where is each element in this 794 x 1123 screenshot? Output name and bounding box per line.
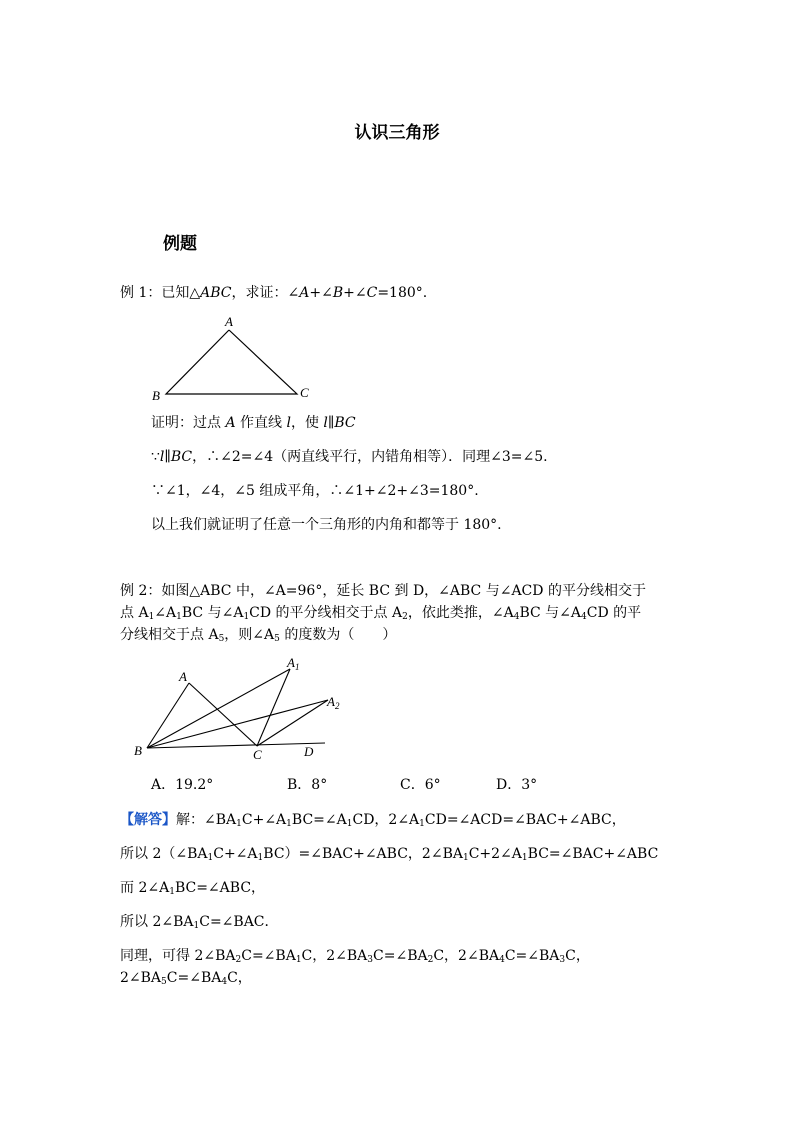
sub: 4 bbox=[221, 977, 228, 987]
proof-line-2 bbox=[151, 447, 548, 467]
option-c: C．6° bbox=[400, 777, 441, 793]
sub: 3 bbox=[367, 955, 374, 965]
sub: 3 bbox=[559, 955, 566, 965]
sub: 5 bbox=[161, 977, 167, 987]
t: 解：∠BA bbox=[176, 812, 237, 828]
proof-line-3: ∵∠1，∠4，∠5 组成平角，∴∠1+∠2+∠3=180°. bbox=[151, 483, 479, 499]
ex1-triangle-figure bbox=[140, 310, 340, 405]
ex1-plus1: +∠ bbox=[309, 285, 333, 301]
t: CD=∠ACD=∠BAC+∠ABC， bbox=[424, 812, 626, 828]
proof1-g: ∥ bbox=[327, 415, 335, 431]
t: BC=∠A bbox=[291, 812, 347, 828]
t: C=∠BA bbox=[504, 948, 560, 964]
ex1-statement bbox=[120, 283, 427, 303]
t: C+2∠A bbox=[468, 846, 522, 862]
triangle-abc bbox=[166, 330, 297, 394]
label-b: B bbox=[152, 388, 160, 403]
line-bd bbox=[147, 743, 325, 748]
proof-line-4: 以上我们就证明了任意一个三角形的内角和都等于 180°. bbox=[151, 517, 502, 533]
ex2-bisector-figure bbox=[120, 650, 360, 765]
t: C=∠BAC． bbox=[199, 914, 279, 930]
solution-line-6 bbox=[120, 968, 252, 988]
ex1-mid: ，求证：∠ bbox=[231, 285, 300, 301]
proof1-c: 作直线 bbox=[235, 415, 287, 431]
t: BC=∠BAC+∠ABC bbox=[527, 846, 659, 862]
proof2-b: l bbox=[159, 449, 165, 465]
t: 分线相交于点 A bbox=[120, 627, 219, 643]
t: ，则∠A bbox=[224, 627, 275, 643]
t: 点 A bbox=[120, 605, 149, 621]
t: 而 2∠A bbox=[120, 880, 170, 896]
proof2-e: ，∴∠2=∠4（两直线平行，内错角相等）．同理∠3=∠5. bbox=[192, 449, 548, 465]
sub: 1 bbox=[243, 612, 250, 622]
triangle-symbol: △ bbox=[189, 285, 201, 301]
sub: 1 bbox=[257, 853, 264, 863]
solution-tag: 【解答】 bbox=[120, 812, 176, 828]
t: CD，2∠A bbox=[352, 812, 420, 828]
sub: 5 bbox=[218, 634, 225, 644]
ex2-line-2 bbox=[120, 603, 641, 623]
sub: 1 bbox=[176, 612, 182, 622]
ex1-end: =180°. bbox=[377, 285, 428, 301]
sub: 1 bbox=[169, 887, 175, 897]
sub: 4 bbox=[499, 955, 505, 965]
t: C=∠BA bbox=[373, 948, 428, 964]
t: CD 的平 bbox=[586, 605, 642, 621]
label-b: B bbox=[134, 743, 142, 758]
line-ca1 bbox=[257, 669, 290, 746]
label-a2-sub: 2 bbox=[334, 701, 340, 711]
label-c: C bbox=[253, 747, 262, 762]
sub: 5 bbox=[274, 634, 280, 644]
solution-line-4 bbox=[120, 912, 279, 932]
ex1-abc: ABC bbox=[200, 285, 232, 301]
proof1-e: ，使 bbox=[290, 415, 324, 431]
proof1-b: A bbox=[225, 415, 236, 431]
ex1-b: B bbox=[332, 285, 344, 301]
label-a2-main: A bbox=[327, 694, 335, 709]
label-a1 bbox=[286, 655, 299, 672]
label-a: A bbox=[179, 669, 187, 684]
label-a: A bbox=[225, 314, 233, 329]
line-ca2 bbox=[257, 700, 328, 746]
t: CD 的平分线相交于点 A bbox=[249, 605, 403, 621]
t: C+∠A bbox=[241, 812, 287, 828]
t: C+∠A bbox=[213, 846, 258, 862]
proof-line-1 bbox=[151, 413, 356, 433]
ex1-plus2: +∠ bbox=[343, 285, 367, 301]
sub: 1 bbox=[148, 612, 155, 622]
t: 同理，可得 2∠BA bbox=[120, 948, 236, 964]
ex1-a: A bbox=[299, 285, 310, 301]
proof1-h: BC bbox=[334, 415, 356, 431]
ex2-line-1: 例 2：如图△ABC 中，∠A=96°，延长 BC 到 D，∠ABC 与∠ACD 的平分线相交于 bbox=[120, 583, 646, 599]
sub: 2 bbox=[402, 612, 408, 622]
label-a1-main: A bbox=[287, 655, 295, 670]
t: ，依此类推，∠A bbox=[407, 605, 514, 621]
label-a1-sub: 1 bbox=[294, 662, 300, 672]
sub: 4 bbox=[581, 612, 587, 622]
sub: 1 bbox=[419, 819, 425, 829]
sub: 1 bbox=[236, 819, 242, 829]
line-ba2 bbox=[147, 700, 328, 748]
solution-line-5 bbox=[120, 946, 590, 966]
ex1-prefix: 例 1：已知 bbox=[120, 285, 190, 301]
label-d: D bbox=[304, 744, 314, 759]
sub: 1 bbox=[346, 819, 353, 829]
option-b: B．8° bbox=[287, 777, 328, 793]
sub: 1 bbox=[295, 955, 302, 965]
sub: 2 bbox=[427, 955, 434, 965]
sub: 4 bbox=[513, 612, 520, 622]
ex2-line-3 bbox=[120, 625, 396, 645]
sub: 1 bbox=[462, 853, 469, 863]
t: 所以 2∠BA bbox=[120, 914, 194, 930]
option-d: D．3° bbox=[496, 777, 538, 793]
solution-line-3 bbox=[120, 878, 265, 898]
t: ∠A bbox=[154, 605, 177, 621]
label-c: C bbox=[300, 385, 309, 400]
t: C，2∠BA bbox=[433, 948, 500, 964]
option-a: A．19.2° bbox=[151, 777, 214, 793]
t: 2∠BA bbox=[120, 970, 162, 986]
proof1-f: l bbox=[323, 415, 328, 431]
label-a2 bbox=[326, 694, 340, 711]
solution-line-2 bbox=[120, 844, 658, 864]
t: 的度数为（ ） bbox=[279, 627, 397, 643]
sub: 1 bbox=[193, 921, 200, 931]
sub: 2 bbox=[235, 955, 242, 965]
proof2-c: ∥ bbox=[164, 449, 171, 465]
t: BC=∠ABC， bbox=[174, 880, 266, 896]
t: C=∠BA bbox=[166, 970, 222, 986]
line-ba1 bbox=[147, 669, 290, 748]
page-title: 认识三角形 bbox=[354, 123, 440, 143]
t: BC 与∠A bbox=[181, 605, 244, 621]
t: 所以 2（∠BA bbox=[120, 846, 208, 862]
t: C， bbox=[227, 970, 252, 986]
t: C=∠BA bbox=[241, 948, 296, 964]
proof1-d: l bbox=[286, 415, 291, 431]
t: C， bbox=[565, 948, 590, 964]
proof2-a: ∵ bbox=[151, 449, 160, 465]
ex1-c: C bbox=[366, 285, 378, 301]
t: BC）=∠BAC+∠ABC，2∠BA bbox=[263, 846, 463, 862]
t: BC 与∠A bbox=[519, 605, 581, 621]
sub: 1 bbox=[521, 853, 528, 863]
section-heading: 例题 bbox=[163, 234, 197, 254]
solution-line-1 bbox=[120, 810, 626, 830]
proof1-a: 证明：过点 bbox=[151, 415, 226, 431]
sub: 1 bbox=[286, 819, 292, 829]
proof2-d: BC bbox=[170, 449, 193, 465]
t: C，2∠BA bbox=[301, 948, 368, 964]
sub: 1 bbox=[207, 853, 214, 863]
